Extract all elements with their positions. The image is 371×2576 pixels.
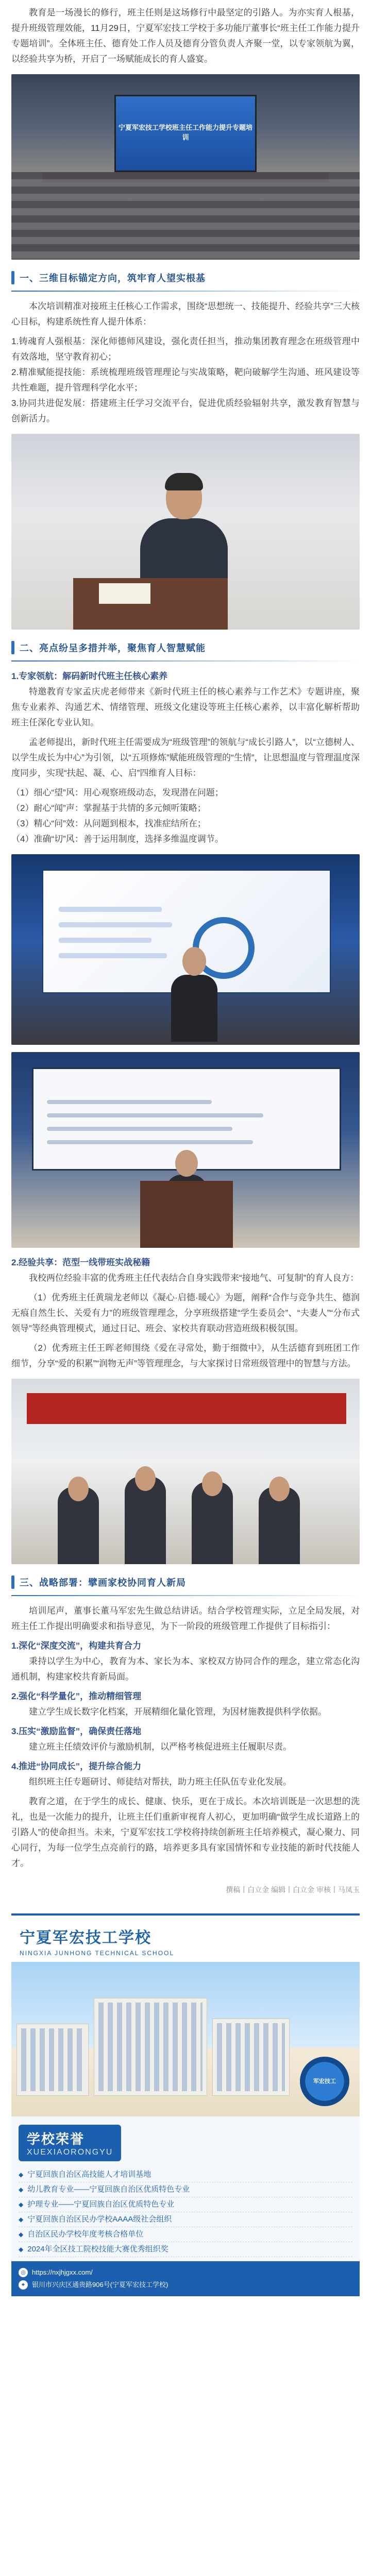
honor-pinyin: XUEXIAORONGYU — [27, 2148, 113, 2157]
section-3-subtitle: 1.深化“深度交流”，构建共育合力 — [11, 1641, 142, 1651]
section-2-paragraph: （2）优秀班主任王晖老师围绕《爱在寻常处，勤于细微中》，从生活德育到班团工作细节，分享“爱的积累”“润物无声”等管理理念，与大家探讨日常班级管理中的智慧与方法。 — [11, 1343, 360, 1368]
contact-footer — [11, 2261, 360, 2296]
section-marker-icon — [11, 641, 14, 654]
section-divider — [11, 660, 360, 662]
speaker-portrait-photo — [11, 434, 360, 630]
section-1-item: 2.精准赋能提技能：系统梳理班级管理理论与实战策略，靶向破解学生沟通、班风建设等共性难题，提升管理科学化水平； — [11, 367, 360, 393]
honors-list — [11, 2161, 360, 2261]
article-credits: 撰稿丨白立金 编辑丨白立金 审核丨马凤玉 — [226, 1886, 360, 1894]
honor-item: ◆ 幼儿教育专业——宁夏回族自治区优质特色专业 — [19, 2182, 352, 2197]
star-icon: ◆ — [19, 2201, 24, 2208]
section-divider — [11, 1595, 360, 1596]
intro-paragraph: 教育是一场漫长的修行，班主任则是这场修行中最坚定的引路人。为亦实育人根基，提升班级管理效能，11月29日，宁夏军宏技工学校于多功能厅董事长“班主任工作能力提升专题培训”。全体班主任、德育处工作人员及德育分管负责人齐聚一堂，以专家领航为翼，以经验共享为桥，开启了一场赋能成长的育人盛宴。 — [11, 8, 360, 64]
screen-title: 宁夏军宏技工学校班主任工作能力提升专题培训 — [118, 124, 252, 141]
podium — [73, 578, 228, 630]
section-3-subtitle: 4.推进“协同成长”，提升综合能力 — [11, 1761, 142, 1771]
name-plate — [99, 583, 150, 604]
school-header — [11, 1916, 360, 1962]
podium — [140, 1181, 233, 1248]
audience-rows — [11, 172, 360, 260]
section-2-item: （1）细心“望”风：用心观察班级动态，发现潜在问题； — [11, 788, 224, 798]
honor-item: ◆ 护理专业——宁夏回族自治区优质特色专业 — [19, 2197, 352, 2212]
location-pin-icon: ⌖ — [19, 2280, 28, 2290]
star-icon: ◆ — [19, 2216, 24, 2223]
section-2-paragraph: （1）优秀班主任黄瑞龙老师以《凝心·启德·暖心》为题，阐释“合作与竞争共生、德润无痕自然生长、关爱有力”的班级管理理念，分享班级搭建“学生委员会”、“夫妻人”“分布式领导”等经典管理模式，通过日记、班会、家校共育联动营造班级积极氛围。 — [11, 1293, 360, 1333]
section-3-paragraph: 秉持以学生为中心，教育为本、家长为本、家校双方协同合作的理念，建立常态化沟通机制，构建家校共育新局面。 — [11, 1656, 360, 1682]
section-3-paragraph: 培训尾声，董事长董马军宏先生做总结讲话。结合学校管理实际，立足全局发展，对班主任工作提出明确要求和指导意见，为下一阶段的班级管理工作提供了目标指引： — [11, 1606, 360, 1631]
closing-paragraph: 教育之道，在于学生的成长、健康、快乐，更在于成长。本次培训既是一次思想的洗礼，也是一次能力的提升，让班主任们重新审视育人初心，更加明确“做学生成长道路上的引路人”的使命担当。未来，宁夏军宏技工学校将持续创新班主任培养模式，凝心聚力、同心同行，为每一位学生点亮前行的路，培养更多具有家国情怀和专业技能的新时代技能人才。 — [11, 1797, 360, 1868]
section-2-paragraph: 特邀教育专家孟庆虎老师带来《新时代班主任的核心素养与工作艺术》专题讲座，聚焦专业素养、沟通艺术、情绪管理、班级文化建设等班主任核心素养，以丰富化解析帮助班主任深化专业认知。 — [11, 687, 360, 727]
expert-lecture-photo — [11, 854, 360, 1045]
section-2-item: （3）精心“问”效：从问题到根本，找准症结所在； — [11, 819, 206, 828]
section-3-title: 三、战略部署：擘画家校协同育人新局 — [11, 1575, 360, 1589]
section-3-paragraph: 组织班主任专题研讨、师徒结对帮扶，助力班主任队伍专业化发展。 — [29, 1777, 292, 1787]
school-badge-icon: 军宏技工 — [300, 2057, 349, 2106]
event-banner — [27, 1393, 346, 1424]
section-2-paragraph: 我校两位经验丰富的优秀班主任代表结合自身实践带来“接地气、可复制”的育人良方： — [29, 1273, 359, 1283]
training-hall-photo — [11, 74, 360, 260]
section-3-subtitle: 2.强化“科学量化”，推动精细管理 — [11, 1691, 142, 1701]
section-1-item: 3.协同共进促发展：搭建班主任学习交流平台，促进优质经验辐射共享，激发教育智慧与创新活力。 — [11, 398, 360, 423]
star-icon: ◆ — [19, 2186, 24, 2193]
section-2-title: 二、亮点纷呈多措并举，聚焦育人智慧赋能 — [11, 641, 360, 654]
section-3-paragraph: 建立班主任绩效评价与激励机制，以严格考核促进班主任履职尽责。 — [29, 1742, 292, 1752]
section-2-paragraph: 孟老师提出，新时代班主任需要成为“班级管理”的领航与“成长引路人”，以“立德树人、以学生成长为中心”为引领，以“五项修炼”赋能班级管理的“生情”，让思想温度与管理温度深度同步，实现“扶起、凝、心、启”四维育人目标： — [11, 737, 360, 778]
star-icon: ◆ — [19, 2171, 24, 2178]
speaker-figure — [171, 947, 217, 1040]
honor-title-tag — [19, 2125, 121, 2161]
school-address: 银川市兴庆区通贵路906号(宁夏军宏技工学校) — [32, 2281, 168, 2289]
projection-screen — [114, 95, 257, 172]
section-2-subtitle: 2.经验共享：范型一线带班实战秘籍 — [11, 1258, 150, 1267]
section-3-paragraph: 建立学生成长数字化档案，开展精细化量化管理，为因材施教提供科学依据。 — [29, 1707, 327, 1717]
star-icon: ◆ — [19, 2246, 24, 2253]
section-1-title: 一、三维目标锚定方向，筑牢育人望实根基 — [11, 271, 360, 284]
section-marker-icon — [11, 1575, 14, 1589]
campus-photo — [11, 1962, 360, 2116]
globe-icon: ◎ — [19, 2268, 28, 2277]
section-3-subtitle: 3.压实“激励监督”，确保责任落地 — [11, 1726, 142, 1736]
school-name: 宁夏军宏技工学校 — [20, 1929, 151, 1946]
section-2-item: （2）耐心“闻”声：掌握基于共情的多元倾听策略； — [11, 803, 206, 813]
school-profile-card — [11, 1913, 360, 2296]
honor-title: 学校荣誉 — [27, 2131, 85, 2147]
lecture-photo — [11, 1052, 360, 1248]
star-icon: ◆ — [19, 2231, 24, 2238]
honor-item: ◆ 宁夏回族自治区民办学校AAAA级社会组织 — [19, 2212, 352, 2227]
honor-item: ◆ 2024年全区技工院校技能大赛优秀组织奖 — [19, 2242, 352, 2257]
training-group-photo — [11, 1379, 360, 1564]
section-marker-icon — [11, 271, 14, 284]
section-2-item: （4）准确“切”风：善于运用制度，选择多维温度调节。 — [11, 834, 224, 844]
honor-item: ◆ 宁夏回族自治区高技能人才培训基地 — [19, 2167, 352, 2182]
section-2-subtitle: 1.专家领航：解码新时代班主任核心素养 — [11, 671, 168, 681]
section-1-paragraph: 本次培训精准对接班主任核心工作需求，围绕“思想统一、技能提升、经验共享”三大核心目标，构建系统性育人提升体系： — [11, 301, 360, 327]
section-1-item: 1.铸魂育人强根基：深化师德师风建设，强化责任担当，推动集团教育理念在班级管理中有效落地，坚守教育初心； — [11, 336, 360, 362]
honor-item: ◆ 自治区民办学校年度考核合格单位 — [19, 2227, 352, 2242]
school-name-en: NINGXIA JUNHONG TECHNICAL SCHOOL — [20, 1950, 175, 1957]
school-website-link[interactable]: https://nxjhjgxx.com/ — [32, 2268, 93, 2276]
section-divider — [11, 291, 360, 292]
